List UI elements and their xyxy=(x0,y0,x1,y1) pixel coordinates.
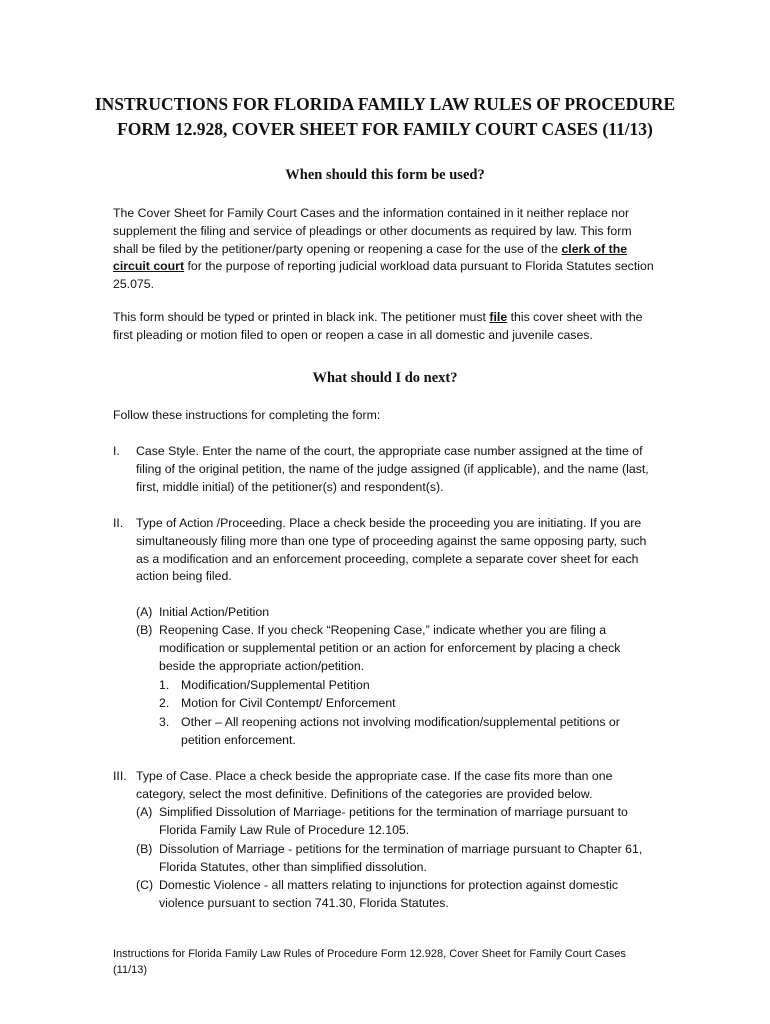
list-item-label: II. xyxy=(113,516,124,530)
file-link[interactable]: file xyxy=(489,310,508,324)
paragraph-filing-text-a: This form should be typed or printed in black ink. The petitioner must xyxy=(113,310,490,324)
paragraph-purpose xyxy=(113,205,658,294)
list-item-label: III. xyxy=(113,769,127,783)
paragraph-filing xyxy=(113,309,658,345)
section-heading-next: What should I do next? xyxy=(312,370,458,386)
list-item-text: Type of Action /Proceeding. Place a check beside the proceeding you are initiating. If you are simultaneously filing more than one type of proceeding against the same opposing party, such as a modification and an enforcement proceeding, complete a separate cover sheet for each action being filed. xyxy=(136,516,647,584)
list-item-text: Other – All reopening actions not involving modification/supplemental petitions or petition enforcement. xyxy=(181,715,620,747)
list-item-text: Initial Action/Petition xyxy=(159,605,270,619)
list-item-label: (A) xyxy=(136,805,153,819)
list-item-label: (A) xyxy=(136,605,153,619)
title-line-1: INSTRUCTIONS FOR FLORIDA FAMILY LAW RULES OF PROCEDURE xyxy=(94,94,676,114)
list-item-text: Motion for Civil Contempt/ Enforcement xyxy=(181,696,396,710)
list-item-text: Modification/Supplemental Petition xyxy=(181,678,370,692)
title-line-2: FORM 12.928, COVER SHEET FOR FAMILY COURT CASES (11/13) xyxy=(117,119,653,139)
list-item-label: 1. xyxy=(159,678,170,692)
instructions-intro: Follow these instructions for completing the form: xyxy=(113,408,381,422)
page-footer: Instructions for Florida Family Law Rules of Procedure Form 12.928, Cover Sheet for Family Court Cases (11/13) xyxy=(113,948,626,976)
paragraph-purpose-text-b: for the purpose of reporting judicial workload data pursuant to Florida Statutes section 25.075. xyxy=(113,259,654,292)
paragraph-filing-text-b: this cover sheet with the first pleading or motion filed to open or reopen a case in all domestic and juvenile cases. xyxy=(113,310,643,342)
list-item-label: 3. xyxy=(159,715,170,729)
paragraph-purpose-text-a: The Cover Sheet for Family Court Cases and the information contained in it neither replace nor supplement the filing and service of pleadings or other documents as required by law. This form shall be filed by the petitioner/party opening or reopening a case for the use of the xyxy=(113,206,632,256)
list-item-text: Simplified Dissolution of Marriage- petitions for the termination of marriage pursuant to Florida Family Law Rule of Procedure 12.105. xyxy=(159,805,628,837)
list-item-text: Type of Case. Place a check beside the appropriate case. If the case fits more than one category, select the most definitive. Definitions of the categories are provided below. xyxy=(136,769,613,801)
list-item-label: 2. xyxy=(159,696,170,710)
list-item-text: Domestic Violence - all matters relating to injunctions for protection against domestic violence pursuant to section 741.30, Florida Statutes. xyxy=(159,878,619,910)
document-title xyxy=(60,92,710,142)
list-item-label: (C) xyxy=(136,878,154,892)
section-heading-when: When should this form be used? xyxy=(285,167,485,183)
list-item-text: Dissolution of Marriage - petitions for the termination of marriage pursuant to Chapter 61, Florida Statutes, other than simplified dissolution. xyxy=(159,842,643,874)
list-item-text: Reopening Case. If you check “Reopening Case,” indicate whether you are filing a modification or supplemental petition or an action for enforcement by placing a check beside the appropriate action/petition. xyxy=(159,623,621,673)
list-item-text: Case Style. Enter the name of the court, the appropriate case number assigned at the time of filing of the original petition, the name of the judge assigned (if applicable), and the name (last, first, middle initial) of the petitioner(s) and respondent(s). xyxy=(136,444,649,494)
list-item-label: I. xyxy=(113,444,120,458)
list-item-label: (B) xyxy=(136,623,153,637)
clerk-of-circuit-court-link[interactable]: clerk of the circuit court xyxy=(113,241,628,274)
list-item-label: (B) xyxy=(136,842,153,856)
